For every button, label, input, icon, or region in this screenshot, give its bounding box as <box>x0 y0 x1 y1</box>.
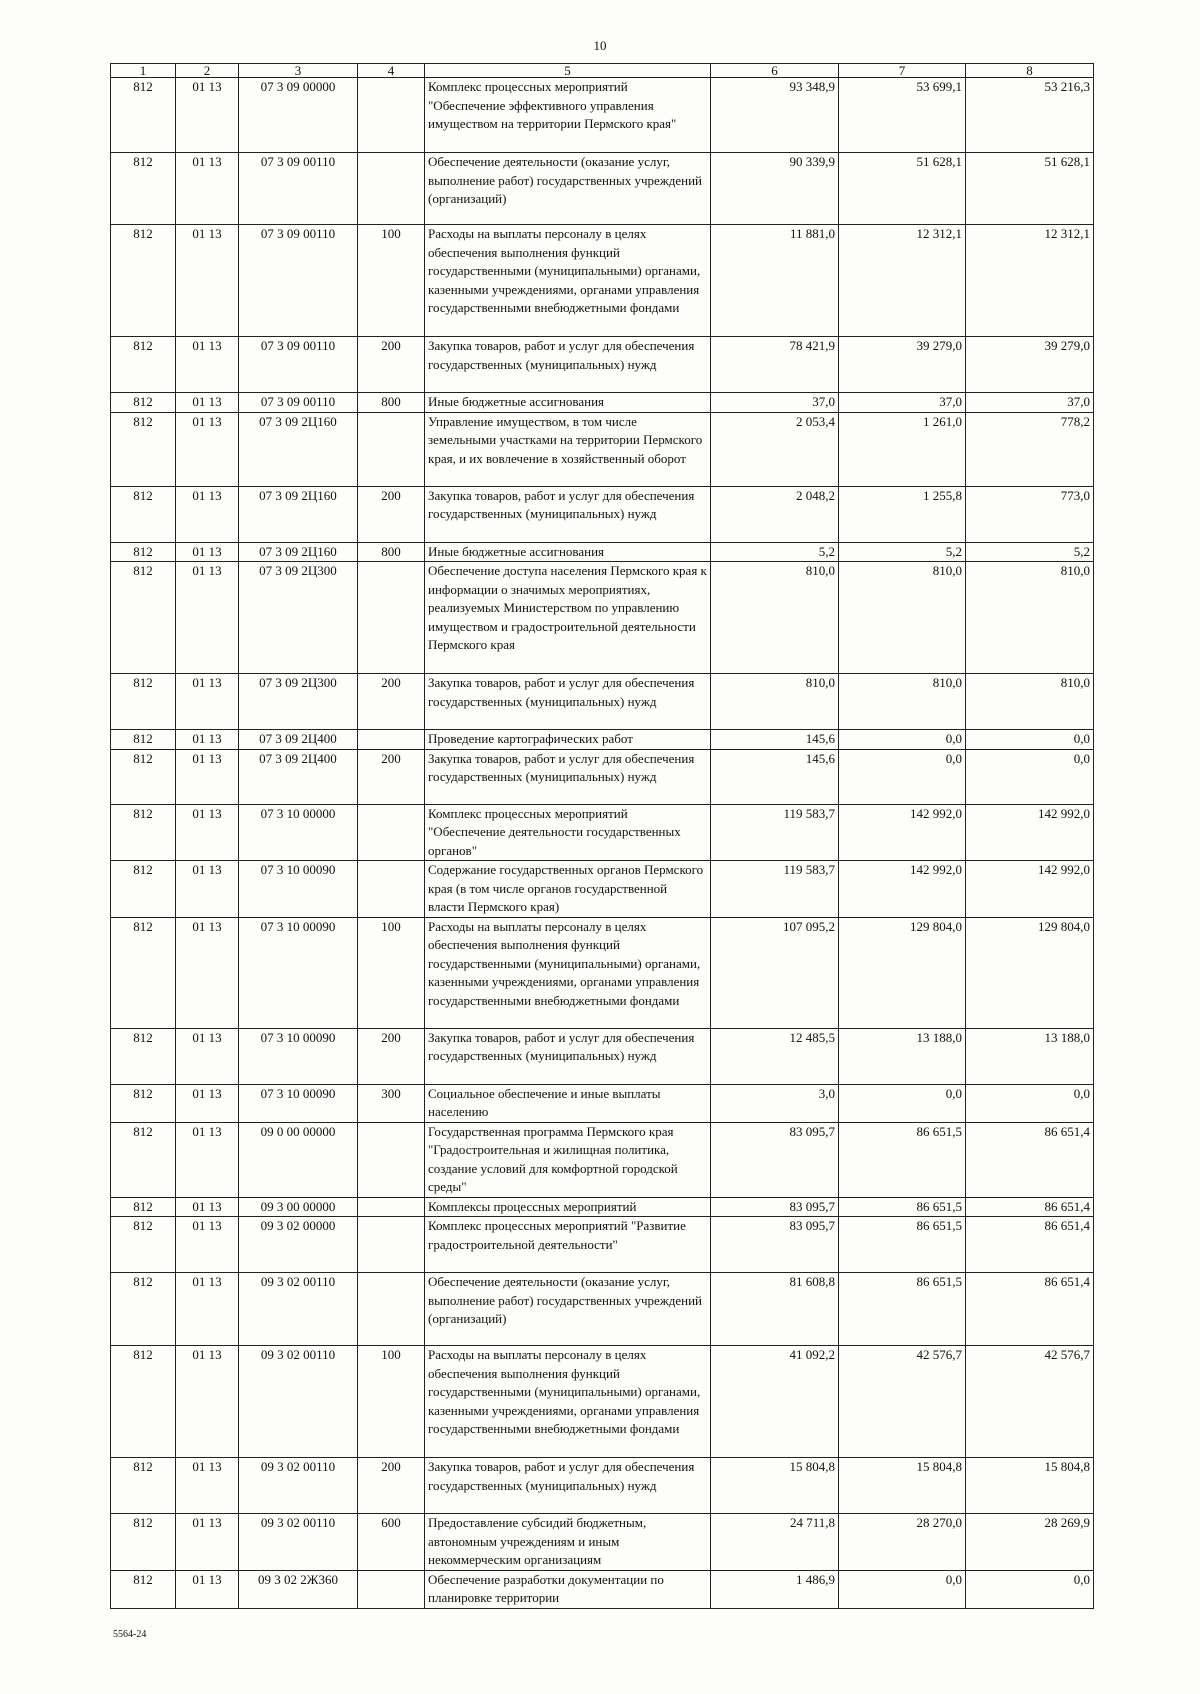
table-row <box>111 153 1094 225</box>
amount-col6-cell: 5,2 <box>711 542 839 562</box>
target-article-cell: 07 3 09 2Ц400 <box>239 730 358 750</box>
ministry-code-cell: 812 <box>111 1122 176 1197</box>
description-cell: Обеспечение доступа населения Пермского края к информации о значимых мероприятиях, реализуемых Министерством по управлению имуществом и градостроительной деятельности Пермского края <box>425 562 711 674</box>
target-article-cell: 09 3 02 00110 <box>239 1514 358 1571</box>
table-row <box>111 1122 1094 1197</box>
amount-col7-cell: 0,0 <box>839 1084 966 1122</box>
table-row <box>111 542 1094 562</box>
section-code-cell: 01 13 <box>176 1514 239 1571</box>
description-cell: Содержание государственных органов Пермского края (в том числе органов государственной власти Пермского края) <box>425 861 711 918</box>
table-row <box>111 1197 1094 1217</box>
target-article-cell: 07 3 09 2Ц400 <box>239 749 358 804</box>
section-code-cell: 01 13 <box>176 1028 239 1084</box>
ministry-code-cell: 812 <box>111 1028 176 1084</box>
amount-col7-cell: 86 651,5 <box>839 1273 966 1346</box>
description-cell: Закупка товаров, работ и услуг для обеспечения государственных (муниципальных) нужд <box>425 674 711 730</box>
table-row <box>111 1273 1094 1346</box>
table-header <box>111 64 1094 78</box>
expense-type-cell: 200 <box>358 749 425 804</box>
table-row <box>111 804 1094 861</box>
section-code-cell: 01 13 <box>176 1273 239 1346</box>
description-cell: Управление имуществом, в том числе земельными участками на территории Пермского края, и их вовлечение в хозяйственный оборот <box>425 412 711 486</box>
description-cell: Комплексы процессных мероприятий <box>425 1197 711 1217</box>
ministry-code-cell: 812 <box>111 674 176 730</box>
target-article-cell: 09 0 00 00000 <box>239 1122 358 1197</box>
target-article-cell: 07 3 09 2Ц160 <box>239 486 358 542</box>
expense-type-cell <box>358 1570 425 1608</box>
description-cell: Закупка товаров, работ и услуг для обеспечения государственных (муниципальных) нужд <box>425 1028 711 1084</box>
section-code-cell: 01 13 <box>176 917 239 1028</box>
section-code-cell: 01 13 <box>176 542 239 562</box>
amount-col8-cell: 810,0 <box>966 562 1094 674</box>
target-article-cell: 07 3 09 00000 <box>239 78 358 153</box>
amount-col7-cell: 51 628,1 <box>839 153 966 225</box>
table-row <box>111 412 1094 486</box>
ministry-code-cell: 812 <box>111 153 176 225</box>
amount-col7-cell: 1 261,0 <box>839 412 966 486</box>
expense-type-cell <box>358 153 425 225</box>
description-cell: Предоставление субсидий бюджетным, автономным учреждениям и иным некоммерческим организациям <box>425 1514 711 1571</box>
amount-col7-cell: 28 270,0 <box>839 1514 966 1571</box>
amount-col7-cell: 142 992,0 <box>839 804 966 861</box>
ministry-code-cell: 812 <box>111 917 176 1028</box>
table-row <box>111 1346 1094 1458</box>
expense-type-cell <box>358 1273 425 1346</box>
expense-type-cell: 200 <box>358 337 425 393</box>
ministry-code-cell: 812 <box>111 1458 176 1514</box>
target-article-cell: 07 3 09 00110 <box>239 393 358 413</box>
ministry-code-cell: 812 <box>111 225 176 337</box>
expense-type-cell: 200 <box>358 1028 425 1084</box>
amount-col8-cell: 142 992,0 <box>966 861 1094 918</box>
amount-col8-cell: 86 651,4 <box>966 1122 1094 1197</box>
ministry-code-cell: 812 <box>111 393 176 413</box>
section-code-cell: 01 13 <box>176 412 239 486</box>
ministry-code-cell: 812 <box>111 1197 176 1217</box>
ministry-code-cell: 812 <box>111 562 176 674</box>
target-article-cell: 07 3 09 2Ц300 <box>239 674 358 730</box>
amount-col7-cell: 39 279,0 <box>839 337 966 393</box>
section-code-cell: 01 13 <box>176 1570 239 1608</box>
ministry-code-cell: 812 <box>111 542 176 562</box>
section-code-cell: 01 13 <box>176 1122 239 1197</box>
description-cell: Расходы на выплаты персоналу в целях обеспечения выполнения функций государственными (муниципальными) органами, казенными учреждениями, органами управления государственными внебюджетными фондами <box>425 917 711 1028</box>
target-article-cell: 09 3 00 00000 <box>239 1197 358 1217</box>
column-header: 6 <box>711 64 839 78</box>
amount-col6-cell: 12 485,5 <box>711 1028 839 1084</box>
amount-col8-cell: 15 804,8 <box>966 1458 1094 1514</box>
amount-col7-cell: 810,0 <box>839 562 966 674</box>
target-article-cell: 07 3 09 00110 <box>239 337 358 393</box>
ministry-code-cell: 812 <box>111 749 176 804</box>
amount-col6-cell: 2 048,2 <box>711 486 839 542</box>
amount-col6-cell: 81 608,8 <box>711 1273 839 1346</box>
description-cell: Государственная программа Пермского края "Градостроительная и жилищная политика, создание условий для комфортной городской среды" <box>425 1122 711 1197</box>
amount-col6-cell: 3,0 <box>711 1084 839 1122</box>
section-code-cell: 01 13 <box>176 225 239 337</box>
target-article-cell: 07 3 10 00090 <box>239 861 358 918</box>
amount-col7-cell: 1 255,8 <box>839 486 966 542</box>
description-cell: Комплекс процессных мероприятий "Обеспечение деятельности государственных органов" <box>425 804 711 861</box>
expense-type-cell: 100 <box>358 917 425 1028</box>
target-article-cell: 09 3 02 00110 <box>239 1346 358 1458</box>
amount-col7-cell: 86 651,5 <box>839 1217 966 1273</box>
description-cell: Расходы на выплаты персоналу в целях обеспечения выполнения функций государственными (муниципальными) органами, казенными учреждениями, органами управления государственными внебюджетными фондами <box>425 1346 711 1458</box>
table-row <box>111 1084 1094 1122</box>
expense-type-cell <box>358 412 425 486</box>
description-cell: Иные бюджетные ассигнования <box>425 393 711 413</box>
section-code-cell: 01 13 <box>176 337 239 393</box>
amount-col8-cell: 810,0 <box>966 674 1094 730</box>
column-header: 2 <box>176 64 239 78</box>
expense-type-cell <box>358 730 425 750</box>
section-code-cell: 01 13 <box>176 393 239 413</box>
amount-col8-cell: 13 188,0 <box>966 1028 1094 1084</box>
section-code-cell: 01 13 <box>176 153 239 225</box>
amount-col7-cell: 0,0 <box>839 730 966 750</box>
target-article-cell: 07 3 10 00090 <box>239 917 358 1028</box>
table-row <box>111 861 1094 918</box>
table-row <box>111 225 1094 337</box>
amount-col7-cell: 5,2 <box>839 542 966 562</box>
description-cell: Комплекс процессных мероприятий "Обеспечение эффективного управления имуществом на территории Пермского края" <box>425 78 711 153</box>
amount-col6-cell: 15 804,8 <box>711 1458 839 1514</box>
expense-type-cell: 200 <box>358 1458 425 1514</box>
amount-col8-cell: 42 576,7 <box>966 1346 1094 1458</box>
target-article-cell: 07 3 09 00110 <box>239 225 358 337</box>
expense-type-cell <box>358 804 425 861</box>
target-article-cell: 07 3 09 2Ц160 <box>239 412 358 486</box>
amount-col6-cell: 145,6 <box>711 730 839 750</box>
table-row <box>111 749 1094 804</box>
description-cell: Закупка товаров, работ и услуг для обеспечения государственных (муниципальных) нужд <box>425 1458 711 1514</box>
expense-type-cell: 600 <box>358 1514 425 1571</box>
amount-col7-cell: 0,0 <box>839 1570 966 1608</box>
amount-col7-cell: 86 651,5 <box>839 1122 966 1197</box>
table-row <box>111 1217 1094 1273</box>
expense-type-cell <box>358 861 425 918</box>
expense-type-cell <box>358 562 425 674</box>
ministry-code-cell: 812 <box>111 486 176 542</box>
ministry-code-cell: 812 <box>111 1217 176 1273</box>
ministry-code-cell: 812 <box>111 412 176 486</box>
amount-col7-cell: 810,0 <box>839 674 966 730</box>
amount-col8-cell: 53 216,3 <box>966 78 1094 153</box>
target-article-cell: 07 3 09 00110 <box>239 153 358 225</box>
column-header: 1 <box>111 64 176 78</box>
section-code-cell: 01 13 <box>176 861 239 918</box>
section-code-cell: 01 13 <box>176 674 239 730</box>
table-row <box>111 486 1094 542</box>
amount-col7-cell: 0,0 <box>839 749 966 804</box>
table-row <box>111 78 1094 153</box>
section-code-cell: 01 13 <box>176 804 239 861</box>
section-code-cell: 01 13 <box>176 730 239 750</box>
amount-col7-cell: 142 992,0 <box>839 861 966 918</box>
amount-col6-cell: 810,0 <box>711 562 839 674</box>
amount-col6-cell: 83 095,7 <box>711 1217 839 1273</box>
section-code-cell: 01 13 <box>176 1458 239 1514</box>
target-article-cell: 09 3 02 00000 <box>239 1217 358 1273</box>
description-cell: Обеспечение деятельности (оказание услуг, выполнение работ) государственных учреждений (организаций) <box>425 1273 711 1346</box>
expense-type-cell <box>358 1122 425 1197</box>
description-cell: Закупка товаров, работ и услуг для обеспечения государственных (муниципальных) нужд <box>425 337 711 393</box>
expense-type-cell: 100 <box>358 225 425 337</box>
amount-col8-cell: 129 804,0 <box>966 917 1094 1028</box>
table-row <box>111 393 1094 413</box>
amount-col8-cell: 39 279,0 <box>966 337 1094 393</box>
amount-col8-cell: 773,0 <box>966 486 1094 542</box>
target-article-cell: 07 3 10 00000 <box>239 804 358 861</box>
ministry-code-cell: 812 <box>111 861 176 918</box>
section-code-cell: 01 13 <box>176 1197 239 1217</box>
amount-col8-cell: 778,2 <box>966 412 1094 486</box>
amount-col7-cell: 13 188,0 <box>839 1028 966 1084</box>
amount-col6-cell: 83 095,7 <box>711 1197 839 1217</box>
table-row <box>111 1514 1094 1571</box>
expense-type-cell: 200 <box>358 486 425 542</box>
table-body <box>111 78 1094 1609</box>
amount-col8-cell: 86 651,4 <box>966 1217 1094 1273</box>
amount-col8-cell: 142 992,0 <box>966 804 1094 861</box>
table-row <box>111 1028 1094 1084</box>
description-cell: Закупка товаров, работ и услуг для обеспечения государственных (муниципальных) нужд <box>425 749 711 804</box>
amount-col6-cell: 119 583,7 <box>711 861 839 918</box>
description-cell: Проведение картографических работ <box>425 730 711 750</box>
amount-col6-cell: 145,6 <box>711 749 839 804</box>
ministry-code-cell: 812 <box>111 1084 176 1122</box>
budget-table <box>110 63 1094 1609</box>
ministry-code-cell: 812 <box>111 337 176 393</box>
expense-type-cell: 800 <box>358 393 425 413</box>
column-header: 8 <box>966 64 1094 78</box>
amount-col6-cell: 24 711,8 <box>711 1514 839 1571</box>
amount-col6-cell: 83 095,7 <box>711 1122 839 1197</box>
amount-col7-cell: 129 804,0 <box>839 917 966 1028</box>
amount-col8-cell: 86 651,4 <box>966 1273 1094 1346</box>
table-row <box>111 674 1094 730</box>
amount-col6-cell: 1 486,9 <box>711 1570 839 1608</box>
expense-type-cell <box>358 1217 425 1273</box>
amount-col8-cell: 37,0 <box>966 393 1094 413</box>
amount-col6-cell: 2 053,4 <box>711 412 839 486</box>
amount-col8-cell: 12 312,1 <box>966 225 1094 337</box>
amount-col6-cell: 93 348,9 <box>711 78 839 153</box>
section-code-cell: 01 13 <box>176 1217 239 1273</box>
target-article-cell: 09 3 02 00110 <box>239 1273 358 1346</box>
description-cell: Обеспечение разработки документации по планировке территории <box>425 1570 711 1608</box>
table-row <box>111 730 1094 750</box>
amount-col8-cell: 28 269,9 <box>966 1514 1094 1571</box>
amount-col7-cell: 12 312,1 <box>839 225 966 337</box>
section-code-cell: 01 13 <box>176 749 239 804</box>
expense-type-cell: 800 <box>358 542 425 562</box>
section-code-cell: 01 13 <box>176 486 239 542</box>
amount-col6-cell: 37,0 <box>711 393 839 413</box>
ministry-code-cell: 812 <box>111 1514 176 1571</box>
amount-col6-cell: 78 421,9 <box>711 337 839 393</box>
expense-type-cell <box>358 1197 425 1217</box>
table-row <box>111 1570 1094 1608</box>
amount-col7-cell: 53 699,1 <box>839 78 966 153</box>
amount-col8-cell: 0,0 <box>966 1084 1094 1122</box>
target-article-cell: 07 3 10 00090 <box>239 1084 358 1122</box>
column-header: 3 <box>239 64 358 78</box>
expense-type-cell: 100 <box>358 1346 425 1458</box>
column-header: 5 <box>425 64 711 78</box>
amount-col8-cell: 0,0 <box>966 1570 1094 1608</box>
amount-col6-cell: 119 583,7 <box>711 804 839 861</box>
expense-type-cell: 200 <box>358 674 425 730</box>
ministry-code-cell: 812 <box>111 730 176 750</box>
table-row <box>111 562 1094 674</box>
section-code-cell: 01 13 <box>176 1084 239 1122</box>
target-article-cell: 09 3 02 00110 <box>239 1458 358 1514</box>
amount-col8-cell: 5,2 <box>966 542 1094 562</box>
target-article-cell: 07 3 09 2Ц160 <box>239 542 358 562</box>
column-header: 4 <box>358 64 425 78</box>
ministry-code-cell: 812 <box>111 1273 176 1346</box>
ministry-code-cell: 812 <box>111 804 176 861</box>
target-article-cell: 07 3 10 00090 <box>239 1028 358 1084</box>
target-article-cell: 09 3 02 2Ж360 <box>239 1570 358 1608</box>
amount-col7-cell: 15 804,8 <box>839 1458 966 1514</box>
description-cell: Расходы на выплаты персоналу в целях обеспечения выполнения функций государственными (муниципальными) органами, казенными учреждениями, органами управления государственными внебюджетными фондами <box>425 225 711 337</box>
description-cell: Закупка товаров, работ и услуг для обеспечения государственных (муниципальных) нужд <box>425 486 711 542</box>
table-row <box>111 1458 1094 1514</box>
column-header: 7 <box>839 64 966 78</box>
section-code-cell: 01 13 <box>176 78 239 153</box>
expense-type-cell: 300 <box>358 1084 425 1122</box>
amount-col8-cell: 0,0 <box>966 730 1094 750</box>
ministry-code-cell: 812 <box>111 78 176 153</box>
target-article-cell: 07 3 09 2Ц300 <box>239 562 358 674</box>
amount-col7-cell: 37,0 <box>839 393 966 413</box>
description-cell: Комплекс процессных мероприятий "Развитие градостроительной деятельности" <box>425 1217 711 1273</box>
ministry-code-cell: 812 <box>111 1570 176 1608</box>
table-row <box>111 917 1094 1028</box>
section-code-cell: 01 13 <box>176 1346 239 1458</box>
amount-col8-cell: 0,0 <box>966 749 1094 804</box>
table-row <box>111 337 1094 393</box>
amount-col6-cell: 107 095,2 <box>711 917 839 1028</box>
amount-col6-cell: 810,0 <box>711 674 839 730</box>
header-row <box>111 64 1094 78</box>
description-cell: Иные бюджетные ассигнования <box>425 542 711 562</box>
amount-col7-cell: 86 651,5 <box>839 1197 966 1217</box>
description-cell: Обеспечение деятельности (оказание услуг, выполнение работ) государственных учреждений (организаций) <box>425 153 711 225</box>
amount-col8-cell: 51 628,1 <box>966 153 1094 225</box>
section-code-cell: 01 13 <box>176 562 239 674</box>
amount-col7-cell: 42 576,7 <box>839 1346 966 1458</box>
amount-col8-cell: 86 651,4 <box>966 1197 1094 1217</box>
footer-code: 5564-24 <box>113 1629 147 1640</box>
amount-col6-cell: 41 092,2 <box>711 1346 839 1458</box>
page-number: 10 <box>593 38 607 53</box>
ministry-code-cell: 812 <box>111 1346 176 1458</box>
amount-col6-cell: 90 339,9 <box>711 153 839 225</box>
description-cell: Социальное обеспечение и иные выплаты населению <box>425 1084 711 1122</box>
amount-col6-cell: 11 881,0 <box>711 225 839 337</box>
expense-type-cell <box>358 78 425 153</box>
